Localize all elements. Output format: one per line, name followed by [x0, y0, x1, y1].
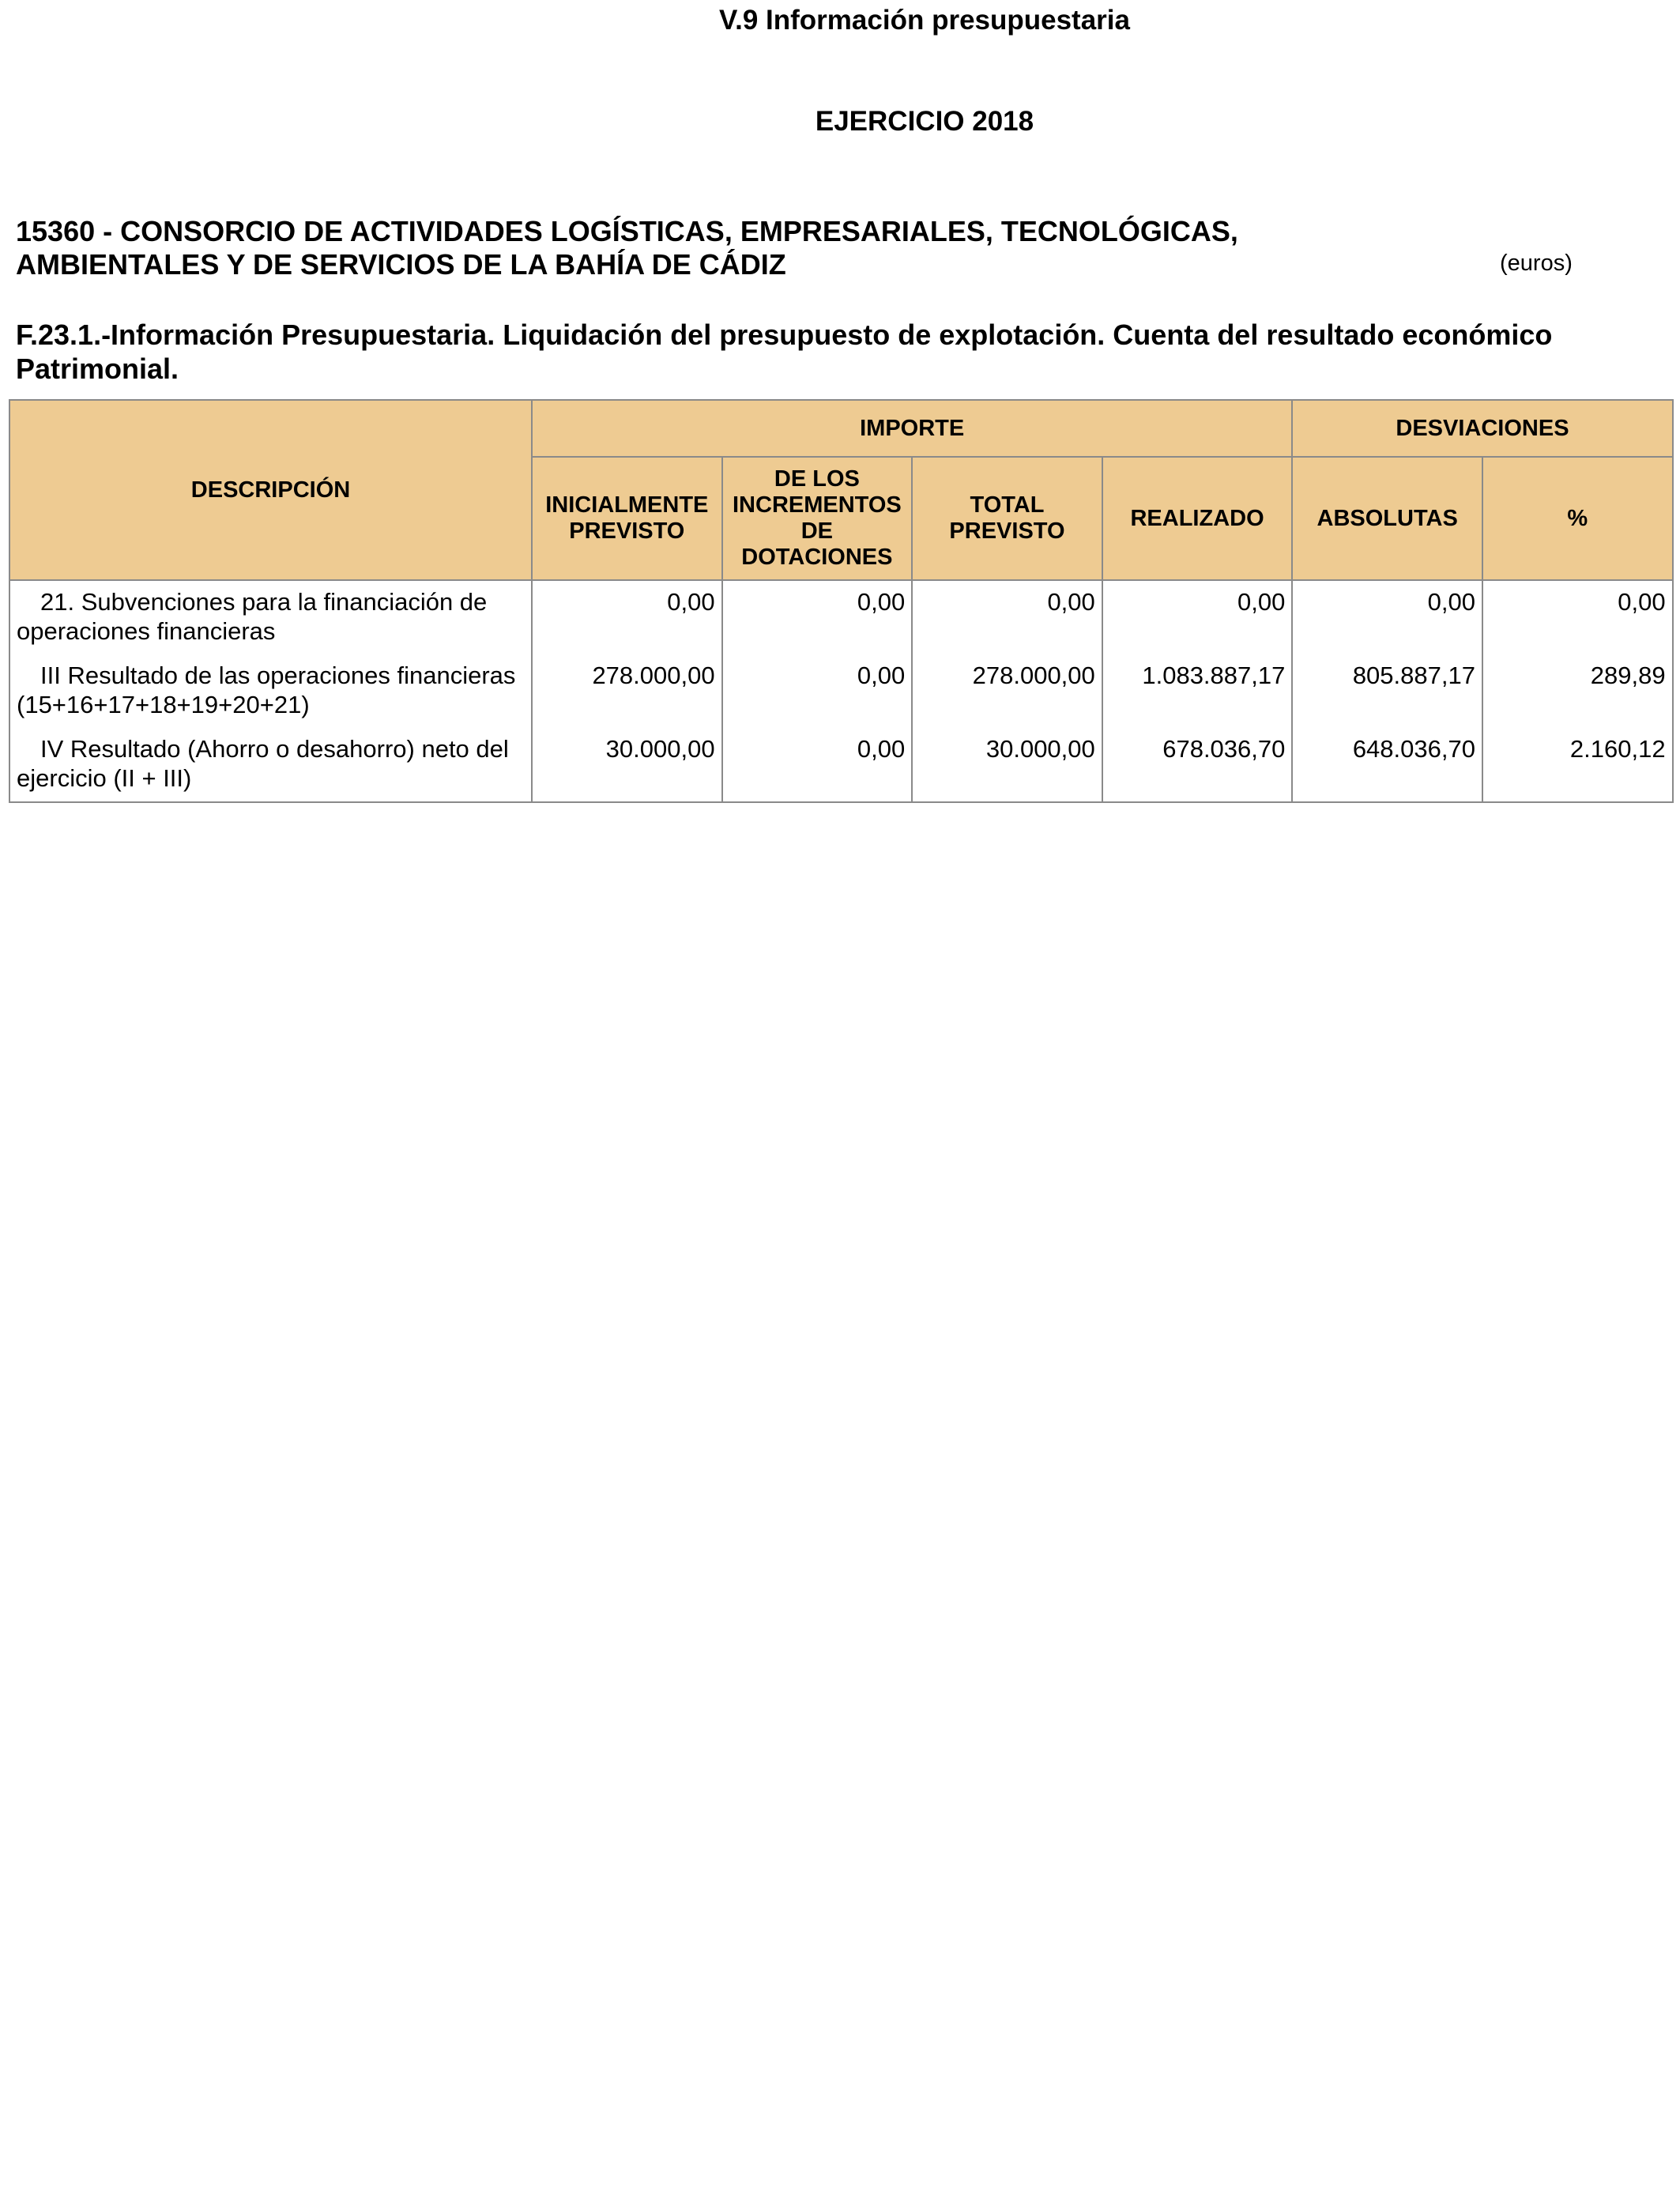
cell-absolutas: 805.887,17: [1292, 654, 1482, 728]
cell-realizado: 0,00: [1102, 580, 1293, 654]
entity-name: 15360 - CONSORCIO DE ACTIVIDADES LOGÍSTICAS, EMPRESARIALES, TECNOLÓGICAS, AMBIENTALES Y DE SERVICIOS DE LA BAHÍA DE CÁDIZ: [16, 215, 1238, 281]
header-description: DESCRIPCIÓN: [9, 400, 532, 580]
cell-inicialmente-previsto: 30.000,00: [532, 728, 722, 802]
row-description: [9, 654, 532, 728]
cell-total-previsto: 0,00: [912, 580, 1102, 654]
cell-percent: 0,00: [1482, 580, 1673, 654]
cell-total-previsto: 278.000,00: [912, 654, 1102, 728]
header-absolutas: ABSOLUTAS: [1292, 457, 1482, 580]
cell-incrementos-dotaciones: 0,00: [722, 728, 913, 802]
header-total-previsto: TOTAL PREVISTO: [912, 457, 1102, 580]
cell-absolutas: 648.036,70: [1292, 728, 1482, 802]
cell-inicialmente-previsto: 278.000,00: [532, 654, 722, 728]
row-description-text: IV Resultado (Ahorro o desahorro) neto del ejercicio (II + III): [17, 735, 509, 792]
header-inicialmente-previsto: INICIALMENTE PREVISTO: [532, 457, 722, 580]
cell-percent: 2.160,12: [1482, 728, 1673, 802]
row-description-text: III Resultado de las operaciones financieras (15+16+17+18+19+20+21): [17, 662, 516, 718]
header-group-desviaciones: DESVIACIONES: [1292, 400, 1672, 457]
cell-realizado: 1.083.887,17: [1102, 654, 1293, 728]
table-row: [9, 654, 1673, 728]
exercise-year: EJERCICIO 2018: [815, 106, 1034, 137]
section-title: V.9 Información presupuestaria: [719, 5, 1130, 36]
cell-incrementos-dotaciones: 0,00: [722, 580, 913, 654]
row-description: [9, 728, 532, 802]
table-row: [9, 728, 1673, 802]
cell-incrementos-dotaciones: 0,00: [722, 654, 913, 728]
header-realizado: REALIZADO: [1102, 457, 1293, 580]
cell-realizado: 678.036,70: [1102, 728, 1293, 802]
header-percent: %: [1482, 457, 1673, 580]
cell-absolutas: 0,00: [1292, 580, 1482, 654]
header-group-importe: IMPORTE: [532, 400, 1292, 457]
header-incrementos-dotaciones: DE LOS INCREMENTOS DE DOTACIONES: [722, 457, 913, 580]
budget-table: [9, 399, 1674, 803]
cell-percent: 289,89: [1482, 654, 1673, 728]
report-title: F.23.1.-Información Presupuestaria. Liquidación del presupuesto de explotación. Cuenta del resultado económico Patrimonial.: [16, 319, 1553, 385]
cell-total-previsto: 30.000,00: [912, 728, 1102, 802]
units-label: (euros): [1500, 251, 1573, 276]
cell-inicialmente-previsto: 0,00: [532, 580, 722, 654]
row-description-text: 21. Subvenciones para la financiación de operaciones financieras: [17, 588, 488, 645]
table-row: [9, 580, 1673, 654]
row-description: [9, 580, 532, 654]
